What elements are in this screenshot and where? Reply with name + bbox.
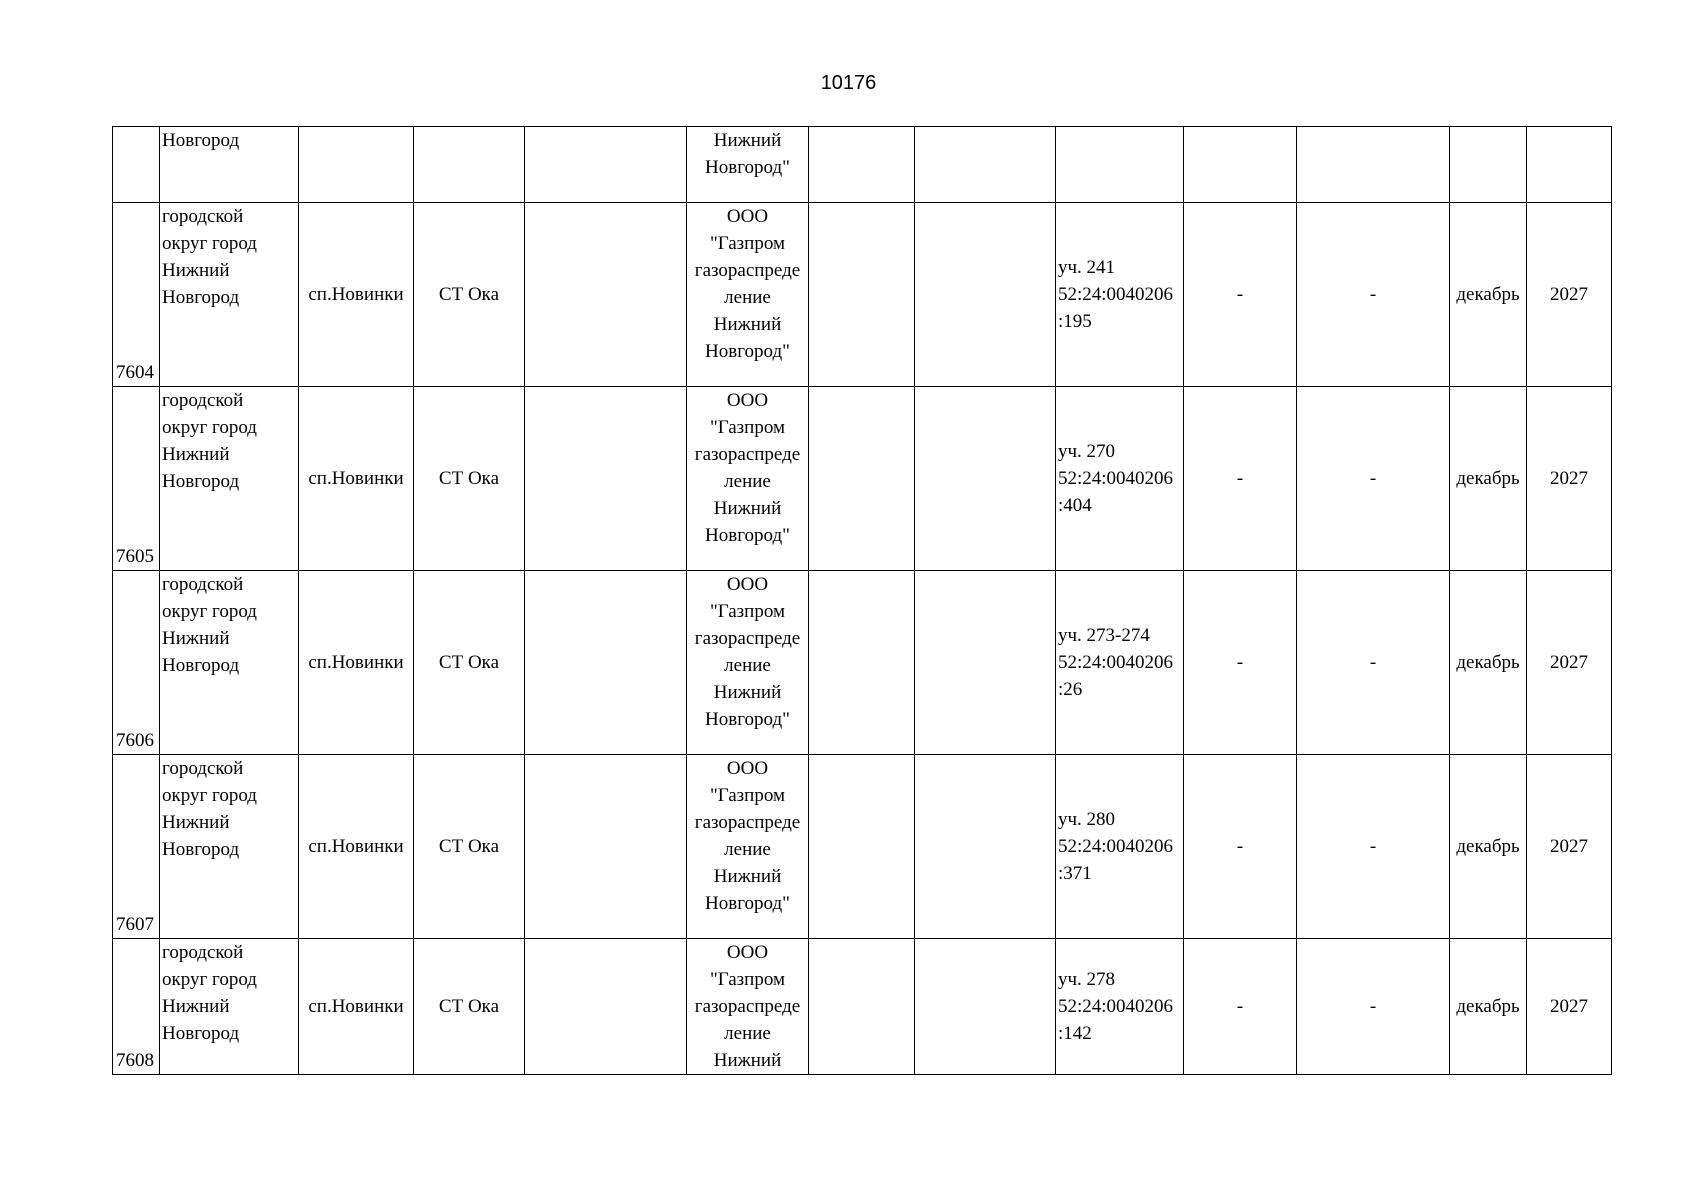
cell-dash-2: - bbox=[1297, 387, 1450, 571]
cell-district: городской округ город Нижний Новгород bbox=[160, 755, 299, 939]
cell-empty-1 bbox=[809, 571, 915, 755]
cell-plot: уч. 270 52:24:0040206 :404 bbox=[1056, 387, 1184, 571]
cell-plot: уч. 280 52:24:0040206 :371 bbox=[1056, 755, 1184, 939]
cell-settlement bbox=[299, 127, 414, 203]
cell-organization: Нижний Новгород" bbox=[687, 127, 809, 203]
cell-dash-1: - bbox=[1184, 755, 1297, 939]
cell-num: 7604 bbox=[113, 203, 160, 387]
cell-year: 2027 bbox=[1527, 203, 1612, 387]
cell-organization: ООО "Газпром газораспреде ление Нижний Новгород" bbox=[687, 387, 809, 571]
cell-empty-1 bbox=[809, 127, 915, 203]
cell-empty-1 bbox=[809, 755, 915, 939]
cell-address bbox=[525, 203, 687, 387]
table-row bbox=[113, 571, 1612, 755]
cell-empty-2 bbox=[915, 939, 1056, 1075]
cell-plot: уч. 273-274 52:24:0040206 :26 bbox=[1056, 571, 1184, 755]
cell-dash-1 bbox=[1184, 127, 1297, 203]
cell-district: городской округ город Нижний Новгород bbox=[160, 571, 299, 755]
table-row bbox=[113, 387, 1612, 571]
cell-district: городской округ город Нижний Новгород bbox=[160, 939, 299, 1075]
cell-dash-2: - bbox=[1297, 571, 1450, 755]
cell-num: 7607 bbox=[113, 755, 160, 939]
cell-organization: ООО "Газпром газораспреде ление Нижний Новгород" bbox=[687, 203, 809, 387]
table-row bbox=[113, 755, 1612, 939]
cell-dash-2 bbox=[1297, 127, 1450, 203]
cell-month bbox=[1450, 127, 1527, 203]
cell-empty-1 bbox=[809, 939, 915, 1075]
cell-month: декабрь bbox=[1450, 939, 1527, 1075]
cell-st: СТ Ока bbox=[414, 939, 525, 1075]
cell-num: 7606 bbox=[113, 571, 160, 755]
cell-settlement: сп.Новинки bbox=[299, 755, 414, 939]
cell-month: декабрь bbox=[1450, 571, 1527, 755]
cell-month: декабрь bbox=[1450, 387, 1527, 571]
cell-address bbox=[525, 571, 687, 755]
cell-dash-2: - bbox=[1297, 755, 1450, 939]
table-body bbox=[113, 127, 1612, 1075]
cell-district: городской округ город Нижний Новгород bbox=[160, 203, 299, 387]
cell-empty-2 bbox=[915, 755, 1056, 939]
table-row bbox=[113, 939, 1612, 1075]
cell-dash-2: - bbox=[1297, 203, 1450, 387]
cell-empty-2 bbox=[915, 571, 1056, 755]
cell-plot: уч. 241 52:24:0040206 :195 bbox=[1056, 203, 1184, 387]
cell-dash-2: - bbox=[1297, 939, 1450, 1075]
cell-num bbox=[113, 127, 160, 203]
cell-st: СТ Ока bbox=[414, 755, 525, 939]
cell-organization: ООО "Газпром газораспреде ление Нижний Новгород" bbox=[687, 571, 809, 755]
cell-dash-1: - bbox=[1184, 939, 1297, 1075]
cell-settlement: сп.Новинки bbox=[299, 387, 414, 571]
cell-organization: ООО "Газпром газораспреде ление Нижний bbox=[687, 939, 809, 1075]
cell-st: СТ Ока bbox=[414, 387, 525, 571]
cell-st: СТ Ока bbox=[414, 203, 525, 387]
cell-address bbox=[525, 939, 687, 1075]
cell-year: 2027 bbox=[1527, 939, 1612, 1075]
cell-year bbox=[1527, 127, 1612, 203]
cell-num: 7608 bbox=[113, 939, 160, 1075]
cell-empty-2 bbox=[915, 387, 1056, 571]
cell-empty-2 bbox=[915, 203, 1056, 387]
cell-plot bbox=[1056, 127, 1184, 203]
table-row-continuation bbox=[113, 127, 1612, 203]
cell-num: 7605 bbox=[113, 387, 160, 571]
cell-district: городской округ город Нижний Новгород bbox=[160, 387, 299, 571]
cell-plot: уч. 278 52:24:0040206 :142 bbox=[1056, 939, 1184, 1075]
cell-dash-1: - bbox=[1184, 387, 1297, 571]
cell-st: СТ Ока bbox=[414, 571, 525, 755]
cell-settlement: сп.Новинки bbox=[299, 939, 414, 1075]
table-row bbox=[113, 203, 1612, 387]
cell-organization: ООО "Газпром газораспреде ление Нижний Новгород" bbox=[687, 755, 809, 939]
cell-address bbox=[525, 387, 687, 571]
cell-settlement: сп.Новинки bbox=[299, 203, 414, 387]
cell-st bbox=[414, 127, 525, 203]
page-number: 10176 bbox=[820, 72, 877, 94]
cell-settlement: сп.Новинки bbox=[299, 571, 414, 755]
cell-empty-1 bbox=[809, 387, 915, 571]
cell-year: 2027 bbox=[1527, 571, 1612, 755]
cell-year: 2027 bbox=[1527, 755, 1612, 939]
cell-year: 2027 bbox=[1527, 387, 1612, 571]
cell-empty-2 bbox=[915, 127, 1056, 203]
cell-dash-1: - bbox=[1184, 571, 1297, 755]
cell-month: декабрь bbox=[1450, 203, 1527, 387]
cell-district: Новгород bbox=[160, 127, 299, 203]
cell-address bbox=[525, 755, 687, 939]
cell-address bbox=[525, 127, 687, 203]
cell-dash-1: - bbox=[1184, 203, 1297, 387]
gasification-schedule-table bbox=[112, 126, 1612, 1075]
cell-empty-1 bbox=[809, 203, 915, 387]
cell-month: декабрь bbox=[1450, 755, 1527, 939]
